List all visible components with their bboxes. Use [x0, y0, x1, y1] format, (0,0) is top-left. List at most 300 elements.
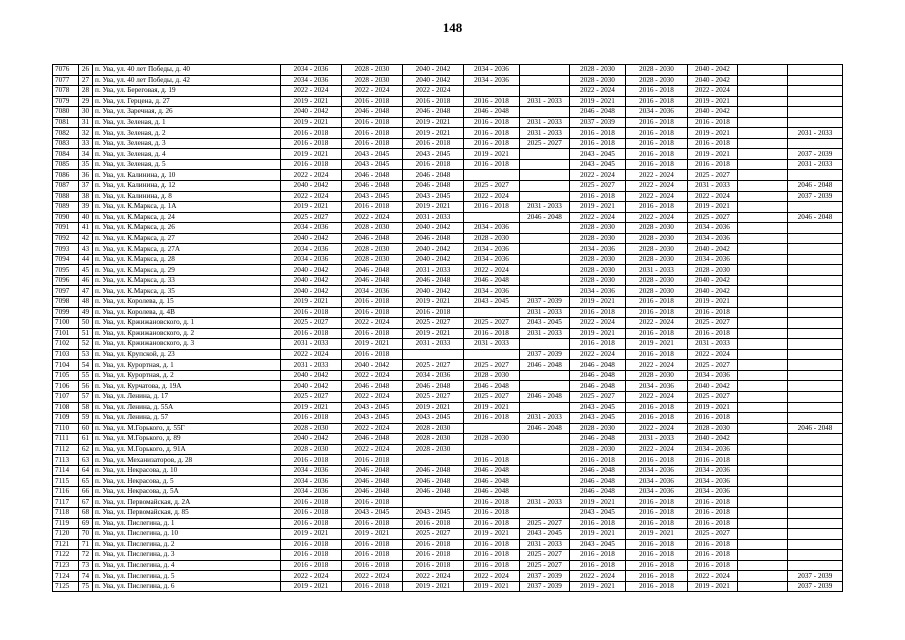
- period-cell-8: 2040 - 2042: [688, 275, 738, 286]
- period-cell-3: 2043 - 2045: [403, 149, 464, 160]
- table-row: [53, 191, 843, 202]
- period-cell-4: 2016 - 2018: [464, 497, 520, 508]
- record-id-cell: 7122: [53, 550, 79, 561]
- period-cell-1: 2016 - 2018: [281, 328, 342, 339]
- period-cell-1: 2016 - 2018: [281, 497, 342, 508]
- period-cell-6: 2037 - 2039: [570, 117, 626, 128]
- period-cell-5: [520, 107, 570, 118]
- period-cell-6: 2016 - 2018: [570, 550, 626, 561]
- period-cell-9: [788, 444, 843, 455]
- table-row: [53, 413, 843, 424]
- period-cell-2: 2022 - 2024: [342, 571, 403, 582]
- table-row: [53, 223, 843, 234]
- period-cell-6: 2028 - 2030: [570, 223, 626, 234]
- table-row: [53, 581, 843, 592]
- row-number-cell: 56: [79, 381, 93, 392]
- period-cell-8: 2016 - 2018: [688, 539, 738, 550]
- record-id-cell: 7107: [53, 391, 79, 402]
- table-row: [53, 159, 843, 170]
- period-cell-blank: [738, 307, 788, 318]
- table-row: [53, 497, 843, 508]
- period-cell-7: 2016 - 2018: [626, 96, 688, 107]
- period-cell-5: [520, 181, 570, 192]
- row-number-cell: 68: [79, 507, 93, 518]
- period-cell-3: 2046 - 2048: [403, 181, 464, 192]
- period-cell-blank: [738, 465, 788, 476]
- address-cell: п. Ува, ул. Кржижановского, д. 3: [93, 339, 281, 350]
- period-cell-4: 2034 - 2036: [464, 65, 520, 76]
- period-cell-1: 2016 - 2018: [281, 455, 342, 466]
- record-id-cell: 7093: [53, 244, 79, 255]
- period-cell-blank: [738, 381, 788, 392]
- table-row: [53, 318, 843, 329]
- table-row: [53, 170, 843, 181]
- period-cell-7: 2034 - 2036: [626, 476, 688, 487]
- period-cell-7: 2019 - 2021: [626, 529, 688, 540]
- period-cell-9: [788, 202, 843, 213]
- period-cell-8: 2016 - 2018: [688, 159, 738, 170]
- period-cell-9: [788, 138, 843, 149]
- record-id-cell: 7082: [53, 128, 79, 139]
- address-cell: п. Ува, ул. Курчатова, д. 19А: [93, 381, 281, 392]
- period-cell-6: 2019 - 2021: [570, 328, 626, 339]
- period-cell-3: 2016 - 2018: [403, 159, 464, 170]
- period-cell-1: 2022 - 2024: [281, 170, 342, 181]
- period-cell-5: [520, 86, 570, 97]
- row-number-cell: 67: [79, 497, 93, 508]
- period-cell-9: [788, 96, 843, 107]
- period-cell-2: 2016 - 2018: [342, 297, 403, 308]
- row-number-cell: 53: [79, 349, 93, 360]
- period-cell-1: 2019 - 2021: [281, 402, 342, 413]
- period-cell-blank: [738, 550, 788, 561]
- period-cell-9: 2037 - 2039: [788, 581, 843, 592]
- period-cell-7: 2016 - 2018: [626, 159, 688, 170]
- period-cell-2: 2046 - 2048: [342, 476, 403, 487]
- period-cell-4: 2046 - 2048: [464, 381, 520, 392]
- period-cell-2: 2046 - 2048: [342, 381, 403, 392]
- row-number-cell: 41: [79, 223, 93, 234]
- period-cell-7: 2028 - 2030: [626, 254, 688, 265]
- period-cell-2: 2046 - 2048: [342, 181, 403, 192]
- row-number-cell: 36: [79, 170, 93, 181]
- period-cell-8: 2022 - 2024: [688, 86, 738, 97]
- period-cell-7: 2016 - 2018: [626, 117, 688, 128]
- row-number-cell: 44: [79, 254, 93, 265]
- period-cell-4: 2025 - 2027: [464, 318, 520, 329]
- period-cell-5: [520, 170, 570, 181]
- period-cell-2: 2016 - 2018: [342, 455, 403, 466]
- period-cell-5: 2031 - 2033: [520, 497, 570, 508]
- address-cell: п. Ува, ул. К.Маркса, д. 26: [93, 223, 281, 234]
- period-cell-9: [788, 297, 843, 308]
- period-cell-3: 2040 - 2042: [403, 65, 464, 76]
- address-cell: п. Ува, ул. Кржижановского, д. 2: [93, 328, 281, 339]
- table-row: [53, 286, 843, 297]
- table-row: [53, 328, 843, 339]
- period-cell-8: 2019 - 2021: [688, 402, 738, 413]
- period-cell-8: 2040 - 2042: [688, 286, 738, 297]
- period-cell-9: [788, 223, 843, 234]
- period-cell-8: 2016 - 2018: [688, 507, 738, 518]
- table-row: [53, 307, 843, 318]
- table-row: [53, 275, 843, 286]
- record-id-cell: 7120: [53, 529, 79, 540]
- period-cell-8: 2016 - 2018: [688, 518, 738, 529]
- period-cell-2: 2043 - 2045: [342, 149, 403, 160]
- record-id-cell: 7092: [53, 233, 79, 244]
- period-cell-3: 2016 - 2018: [403, 560, 464, 571]
- period-cell-5: [520, 455, 570, 466]
- period-cell-5: 2031 - 2033: [520, 328, 570, 339]
- period-cell-5: 2037 - 2039: [520, 581, 570, 592]
- period-cell-1: 2040 - 2042: [281, 286, 342, 297]
- period-cell-blank: [738, 297, 788, 308]
- period-cell-blank: [738, 434, 788, 445]
- period-cell-blank: [738, 65, 788, 76]
- period-cell-9: 2037 - 2039: [788, 571, 843, 582]
- period-cell-4: 2031 - 2033: [464, 339, 520, 350]
- period-cell-2: 2043 - 2045: [342, 402, 403, 413]
- period-cell-6: 2028 - 2030: [570, 254, 626, 265]
- period-cell-3: 2025 - 2027: [403, 529, 464, 540]
- period-cell-9: 2037 - 2039: [788, 191, 843, 202]
- period-cell-3: 2019 - 2021: [403, 117, 464, 128]
- period-cell-7: 2016 - 2018: [626, 128, 688, 139]
- address-cell: п. Ува, ул. Первомайская, д. 85: [93, 507, 281, 518]
- period-cell-2: 2046 - 2048: [342, 107, 403, 118]
- table-row: [53, 138, 843, 149]
- period-cell-2: 2016 - 2018: [342, 128, 403, 139]
- period-cell-7: 2028 - 2030: [626, 223, 688, 234]
- row-number-cell: 27: [79, 75, 93, 86]
- period-cell-1: 2016 - 2018: [281, 560, 342, 571]
- period-cell-9: [788, 391, 843, 402]
- period-cell-6: 2043 - 2045: [570, 149, 626, 160]
- table-row: [53, 75, 843, 86]
- period-cell-4: 2028 - 2030: [464, 370, 520, 381]
- address-cell: п. Ува, ул. Пислегина, д. 2: [93, 539, 281, 550]
- address-cell: п. Ува, ул. Зеленая, д. 3: [93, 138, 281, 149]
- period-cell-1: 2019 - 2021: [281, 149, 342, 160]
- period-cell-7: 2028 - 2030: [626, 75, 688, 86]
- table-row: [53, 244, 843, 255]
- period-cell-blank: [738, 497, 788, 508]
- row-number-cell: 47: [79, 286, 93, 297]
- period-cell-6: 2016 - 2018: [570, 138, 626, 149]
- period-cell-3: 2016 - 2018: [403, 96, 464, 107]
- address-cell: п. Ува, ул. Первомайская, д. 2А: [93, 497, 281, 508]
- period-cell-3: 2046 - 2048: [403, 381, 464, 392]
- period-cell-6: 2022 - 2024: [570, 349, 626, 360]
- row-number-cell: 45: [79, 265, 93, 276]
- period-cell-8: 2016 - 2018: [688, 550, 738, 561]
- period-cell-5: 2025 - 2027: [520, 550, 570, 561]
- period-cell-4: 2016 - 2018: [464, 159, 520, 170]
- period-cell-8: 2016 - 2018: [688, 413, 738, 424]
- period-cell-2: 2016 - 2018: [342, 202, 403, 213]
- period-cell-6: 2034 - 2036: [570, 286, 626, 297]
- period-cell-4: 2016 - 2018: [464, 518, 520, 529]
- period-cell-8: 2016 - 2018: [688, 455, 738, 466]
- period-cell-5: 2046 - 2048: [520, 212, 570, 223]
- period-cell-7: 2022 - 2024: [626, 181, 688, 192]
- period-cell-4: 2016 - 2018: [464, 96, 520, 107]
- period-cell-7: 2022 - 2024: [626, 191, 688, 202]
- period-cell-4: [464, 212, 520, 223]
- period-cell-8: 2040 - 2042: [688, 381, 738, 392]
- period-cell-4: 2025 - 2027: [464, 181, 520, 192]
- record-id-cell: 7083: [53, 138, 79, 149]
- table-row: [53, 86, 843, 97]
- period-cell-9: [788, 381, 843, 392]
- period-cell-9: [788, 339, 843, 350]
- period-cell-2: 2034 - 2036: [342, 286, 403, 297]
- period-cell-1: 2028 - 2030: [281, 444, 342, 455]
- row-number-cell: 43: [79, 244, 93, 255]
- period-cell-3: 2022 - 2024: [403, 571, 464, 582]
- period-cell-9: [788, 529, 843, 540]
- period-cell-1: 2025 - 2027: [281, 318, 342, 329]
- row-number-cell: 57: [79, 391, 93, 402]
- period-cell-blank: [738, 518, 788, 529]
- address-cell: п. Ува, ул. К.Маркса, д. 24: [93, 212, 281, 223]
- period-cell-1: 2022 - 2024: [281, 86, 342, 97]
- address-cell: п. Ува, ул. К.Маркса, д. 35: [93, 286, 281, 297]
- period-cell-6: 2046 - 2048: [570, 476, 626, 487]
- record-id-cell: 7090: [53, 212, 79, 223]
- period-cell-7: 2022 - 2024: [626, 444, 688, 455]
- period-cell-blank: [738, 391, 788, 402]
- period-cell-blank: [738, 286, 788, 297]
- period-cell-2: 2022 - 2024: [342, 86, 403, 97]
- record-id-cell: 7112: [53, 444, 79, 455]
- period-cell-6: 2046 - 2048: [570, 486, 626, 497]
- period-cell-6: 2016 - 2018: [570, 339, 626, 350]
- period-cell-9: [788, 275, 843, 286]
- period-cell-7: 2016 - 2018: [626, 149, 688, 160]
- period-cell-5: [520, 159, 570, 170]
- period-cell-8: 2019 - 2021: [688, 149, 738, 160]
- period-cell-7: 2016 - 2018: [626, 86, 688, 97]
- row-number-cell: 63: [79, 455, 93, 466]
- period-cell-9: [788, 402, 843, 413]
- period-cell-4: 2034 - 2036: [464, 286, 520, 297]
- period-cell-9: [788, 434, 843, 445]
- table-row: [53, 571, 843, 582]
- record-id-cell: 7115: [53, 476, 79, 487]
- row-number-cell: 26: [79, 65, 93, 76]
- period-cell-5: [520, 244, 570, 255]
- period-cell-3: 2046 - 2048: [403, 476, 464, 487]
- record-id-cell: 7076: [53, 65, 79, 76]
- period-cell-blank: [738, 370, 788, 381]
- period-cell-blank: [738, 223, 788, 234]
- address-cell: п. Ува, ул. Калинина, д. 8: [93, 191, 281, 202]
- period-cell-9: [788, 560, 843, 571]
- period-cell-2: 2043 - 2045: [342, 413, 403, 424]
- period-cell-4: 2046 - 2048: [464, 107, 520, 118]
- table-row: [53, 233, 843, 244]
- period-cell-6: 2043 - 2045: [570, 507, 626, 518]
- period-cell-9: [788, 265, 843, 276]
- period-cell-2: 2046 - 2048: [342, 233, 403, 244]
- period-cell-1: 2040 - 2042: [281, 107, 342, 118]
- period-cell-3: 2016 - 2018: [403, 518, 464, 529]
- period-cell-7: 2016 - 2018: [626, 402, 688, 413]
- period-cell-2: 2046 - 2048: [342, 275, 403, 286]
- period-cell-blank: [738, 402, 788, 413]
- period-cell-5: 2031 - 2033: [520, 539, 570, 550]
- period-cell-1: 2019 - 2021: [281, 96, 342, 107]
- table-row: [53, 465, 843, 476]
- period-cell-1: 2016 - 2018: [281, 518, 342, 529]
- period-cell-6: 2034 - 2036: [570, 244, 626, 255]
- row-number-cell: 32: [79, 128, 93, 139]
- period-cell-blank: [738, 233, 788, 244]
- record-id-cell: 7097: [53, 286, 79, 297]
- table-row: [53, 370, 843, 381]
- address-cell: п. Ува, ул. Пислегина, д. 4: [93, 560, 281, 571]
- period-cell-6: 2046 - 2048: [570, 434, 626, 445]
- address-cell: п. Ува, ул. Пислегина, д. 6: [93, 581, 281, 592]
- table-row: [53, 423, 843, 434]
- period-cell-7: 2019 - 2021: [626, 339, 688, 350]
- period-cell-3: 2046 - 2048: [403, 170, 464, 181]
- period-cell-4: [464, 170, 520, 181]
- table-row: [53, 254, 843, 265]
- period-cell-9: [788, 518, 843, 529]
- period-cell-5: 2031 - 2033: [520, 202, 570, 213]
- period-cell-2: 2028 - 2030: [342, 244, 403, 255]
- row-number-cell: 69: [79, 518, 93, 529]
- table-row: [53, 402, 843, 413]
- record-id-cell: 7086: [53, 170, 79, 181]
- period-cell-8: 2016 - 2018: [688, 497, 738, 508]
- period-cell-9: [788, 75, 843, 86]
- period-cell-1: 2034 - 2036: [281, 465, 342, 476]
- period-cell-6: 2043 - 2045: [570, 413, 626, 424]
- record-id-cell: 7101: [53, 328, 79, 339]
- period-cell-1: 2034 - 2036: [281, 223, 342, 234]
- period-cell-9: [788, 286, 843, 297]
- period-cell-1: 2040 - 2042: [281, 233, 342, 244]
- period-cell-3: [403, 349, 464, 360]
- record-id-cell: 7106: [53, 381, 79, 392]
- period-cell-9: [788, 476, 843, 487]
- period-cell-5: 2037 - 2039: [520, 349, 570, 360]
- period-cell-3: 2022 - 2024: [403, 86, 464, 97]
- period-cell-9: [788, 117, 843, 128]
- period-cell-4: 2016 - 2018: [464, 202, 520, 213]
- period-cell-3: 2031 - 2033: [403, 339, 464, 350]
- period-cell-6: 2046 - 2048: [570, 360, 626, 371]
- table-body: [53, 65, 843, 592]
- record-id-cell: 7094: [53, 254, 79, 265]
- record-id-cell: 7104: [53, 360, 79, 371]
- period-cell-3: 2046 - 2048: [403, 233, 464, 244]
- row-number-cell: 52: [79, 339, 93, 350]
- period-cell-9: [788, 233, 843, 244]
- period-cell-7: 2034 - 2036: [626, 381, 688, 392]
- period-cell-blank: [738, 339, 788, 350]
- period-cell-3: 2034 - 2036: [403, 370, 464, 381]
- period-cell-1: 2025 - 2027: [281, 391, 342, 402]
- period-cell-blank: [738, 349, 788, 360]
- period-cell-9: [788, 244, 843, 255]
- period-cell-5: [520, 381, 570, 392]
- period-cell-2: 2022 - 2024: [342, 423, 403, 434]
- row-number-cell: 75: [79, 581, 93, 592]
- period-cell-8: 2022 - 2024: [688, 349, 738, 360]
- address-cell: п. Ува, ул. Механизаторов, д. 28: [93, 455, 281, 466]
- period-cell-blank: [738, 507, 788, 518]
- table-row: [53, 529, 843, 540]
- period-cell-blank: [738, 444, 788, 455]
- row-number-cell: 39: [79, 202, 93, 213]
- table-row: [53, 486, 843, 497]
- period-cell-4: 2016 - 2018: [464, 117, 520, 128]
- row-number-cell: 60: [79, 423, 93, 434]
- table-row: [53, 550, 843, 561]
- period-cell-2: 2019 - 2021: [342, 339, 403, 350]
- period-cell-5: [520, 254, 570, 265]
- record-id-cell: 7111: [53, 434, 79, 445]
- record-id-cell: 7121: [53, 539, 79, 550]
- period-cell-blank: [738, 360, 788, 371]
- period-cell-blank: [738, 476, 788, 487]
- period-cell-7: 2016 - 2018: [626, 581, 688, 592]
- address-cell: п. Ува, ул. Береговая, д. 19: [93, 86, 281, 97]
- period-cell-4: 2028 - 2030: [464, 233, 520, 244]
- row-number-cell: 61: [79, 434, 93, 445]
- period-cell-4: 2016 - 2018: [464, 560, 520, 571]
- row-number-cell: 48: [79, 297, 93, 308]
- period-cell-2: 2046 - 2048: [342, 265, 403, 276]
- table-row: [53, 507, 843, 518]
- record-id-cell: 7109: [53, 413, 79, 424]
- period-cell-5: [520, 476, 570, 487]
- period-cell-blank: [738, 181, 788, 192]
- row-number-cell: 58: [79, 402, 93, 413]
- period-cell-3: 2028 - 2030: [403, 444, 464, 455]
- period-cell-5: [520, 75, 570, 86]
- period-cell-3: [403, 497, 464, 508]
- period-cell-9: 2046 - 2048: [788, 181, 843, 192]
- period-cell-9: [788, 254, 843, 265]
- period-cell-6: 2046 - 2048: [570, 465, 626, 476]
- address-cell: п. Ува, ул. 40 лет Победы, д. 40: [93, 65, 281, 76]
- period-cell-7: 2031 - 2033: [626, 265, 688, 276]
- record-id-cell: 7100: [53, 318, 79, 329]
- period-cell-blank: [738, 149, 788, 160]
- row-number-cell: 35: [79, 159, 93, 170]
- table-row: [53, 476, 843, 487]
- period-cell-3: [403, 455, 464, 466]
- period-cell-6: 2019 - 2021: [570, 297, 626, 308]
- row-number-cell: 66: [79, 486, 93, 497]
- period-cell-1: 2028 - 2030: [281, 423, 342, 434]
- period-cell-9: [788, 486, 843, 497]
- period-cell-1: 2040 - 2042: [281, 275, 342, 286]
- row-number-cell: 62: [79, 444, 93, 455]
- address-cell: п. Ува, ул. К.Маркса, д. 28: [93, 254, 281, 265]
- row-number-cell: 34: [79, 149, 93, 160]
- table-row: [53, 65, 843, 76]
- period-cell-6: 2025 - 2027: [570, 391, 626, 402]
- period-cell-1: 2025 - 2027: [281, 212, 342, 223]
- period-cell-9: 2046 - 2048: [788, 212, 843, 223]
